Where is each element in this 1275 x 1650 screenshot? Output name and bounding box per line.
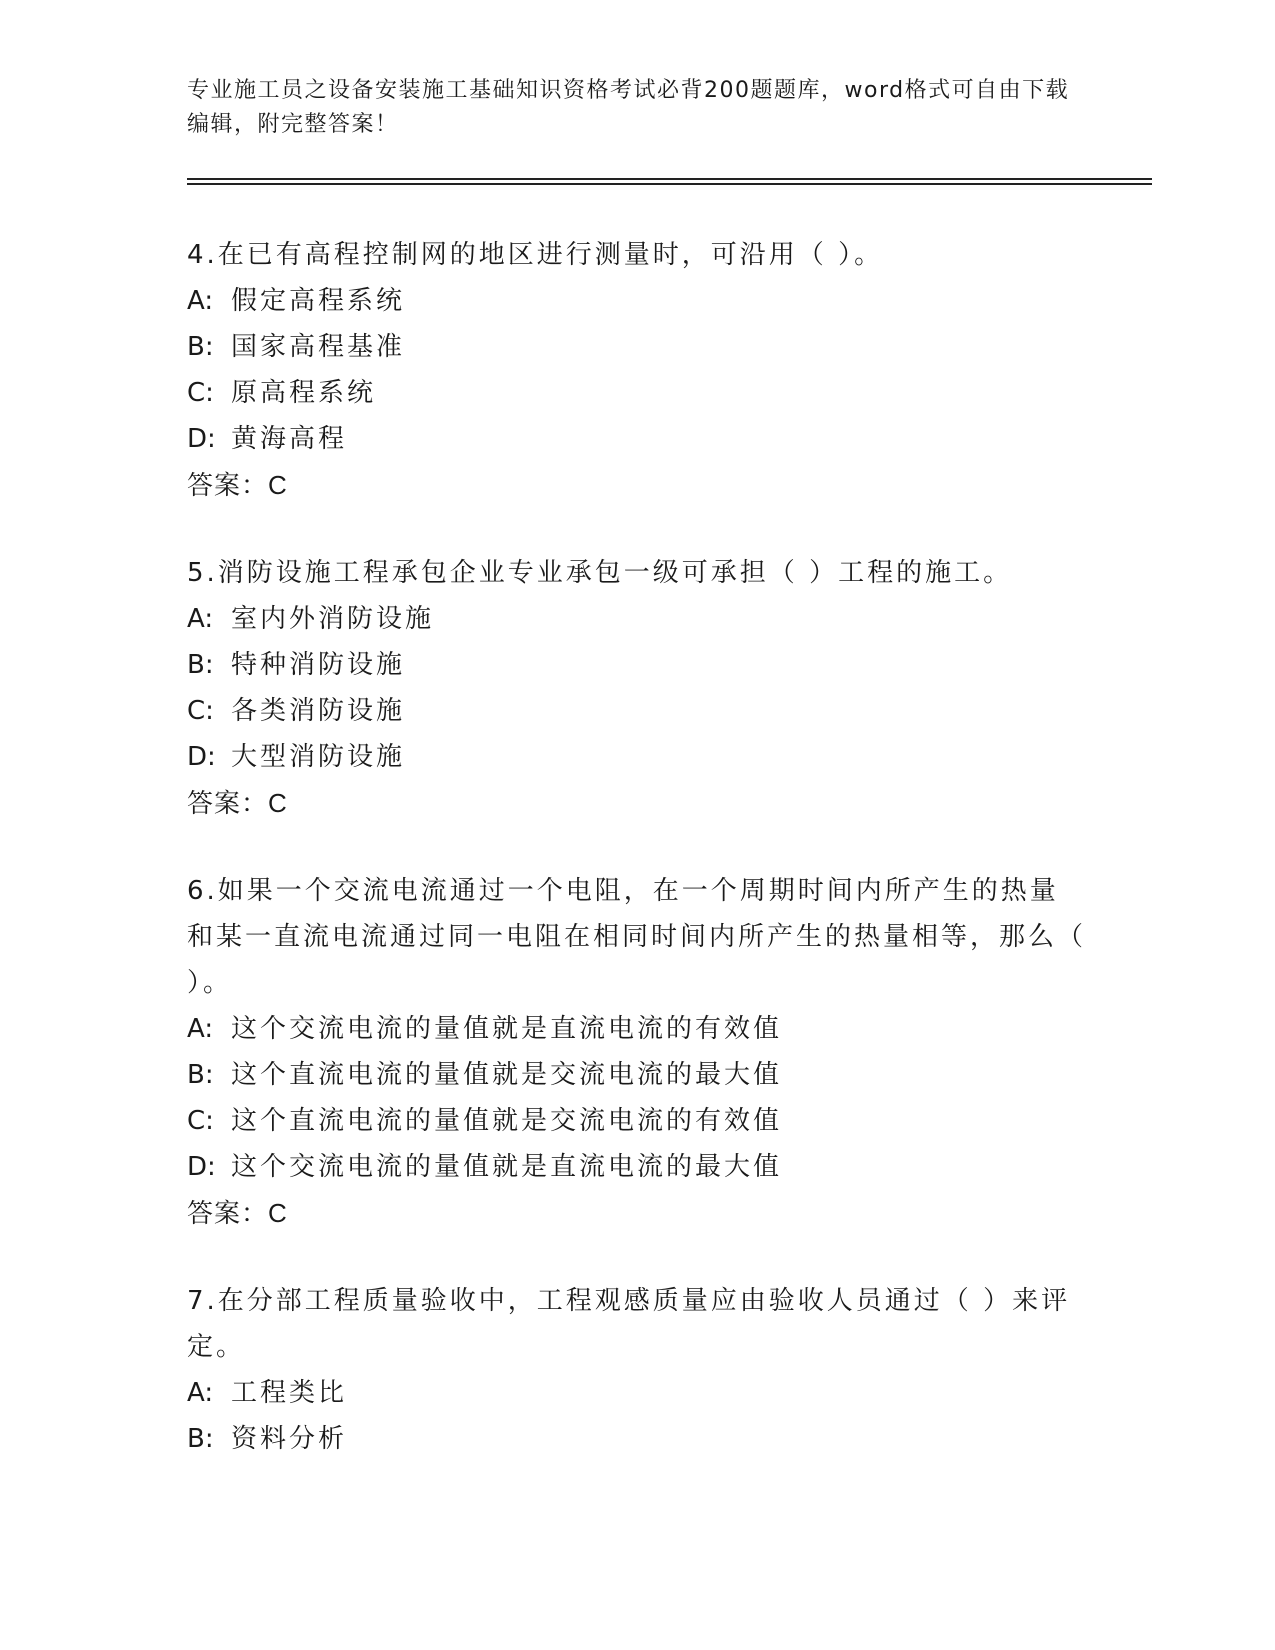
option-d (187, 734, 1087, 780)
option-d (187, 1144, 1087, 1190)
option-a (187, 1370, 1087, 1416)
option-b (187, 1052, 1087, 1098)
question-7 (187, 1278, 1087, 1462)
option-letter: C: (187, 696, 214, 726)
option-d (187, 416, 1087, 462)
option-letter: D: (187, 1152, 216, 1182)
header-divider-bottom (187, 183, 1152, 185)
option-c (187, 1098, 1087, 1144)
option-text: 假定高程系统 (231, 286, 406, 316)
option-text: 大型消防设施 (231, 742, 406, 772)
option-c (187, 370, 1087, 416)
option-letter: A: (187, 1014, 214, 1044)
option-text: 黄海高程 (231, 424, 348, 454)
option-text: 工程类比 (231, 1378, 348, 1408)
question-stem: 7.在分部工程质量验收中，工程观感质量应由验收人员通过（ ）来评定。 (187, 1286, 1071, 1362)
question-stem: 4.在已有高程控制网的地区进行测量时，可沿用（ ）。 (187, 240, 884, 270)
question-list (187, 232, 1087, 1504)
option-letter: B: (187, 1424, 214, 1454)
header-divider-top (187, 178, 1152, 180)
option-text: 资料分析 (231, 1424, 348, 1454)
option-b (187, 1416, 1087, 1462)
option-letter: D: (187, 742, 216, 772)
option-a (187, 596, 1087, 642)
option-text: 国家高程基准 (231, 332, 406, 362)
option-letter: A: (187, 1378, 214, 1408)
option-letter: C: (187, 378, 214, 408)
question-6 (187, 868, 1087, 1236)
option-text: 原高程系统 (231, 378, 377, 408)
option-text: 这个直流电流的量值就是交流电流的有效值 (231, 1106, 783, 1136)
answer-line: 答案：C (187, 470, 288, 500)
option-letter: D: (187, 424, 216, 454)
answer-line: 答案：C (187, 788, 288, 818)
option-text: 这个交流电流的量值就是直流电流的有效值 (231, 1014, 783, 1044)
answer-line: 答案：C (187, 1198, 288, 1228)
option-letter: A: (187, 286, 214, 316)
option-b (187, 642, 1087, 688)
option-text: 特种消防设施 (231, 650, 406, 680)
document-header: 专业施工员之设备安装施工基础知识资格考试必背200题题库，word格式可自由下载编辑，附完整答案！ (187, 78, 1070, 137)
option-letter: C: (187, 1106, 214, 1136)
option-a (187, 1006, 1087, 1052)
question-5 (187, 550, 1087, 826)
option-text: 这个直流电流的量值就是交流电流的最大值 (231, 1060, 783, 1090)
option-a (187, 278, 1087, 324)
question-4 (187, 232, 1087, 508)
question-stem: 5.消防设施工程承包企业专业承包一级可承担（ ）工程的施工。 (187, 558, 1013, 588)
option-text: 这个交流电流的量值就是直流电流的最大值 (231, 1152, 783, 1182)
option-letter: B: (187, 332, 214, 362)
option-text: 室内外消防设施 (231, 604, 435, 634)
option-b (187, 324, 1087, 370)
question-stem: 6.如果一个交流电流通过一个电阻，在一个周期时间内所产生的热量和某一直流电流通过同一电阻在相同时间内所产生的热量相等，那么（ ）。 (187, 876, 1087, 998)
option-letter: B: (187, 650, 214, 680)
option-letter: B: (187, 1060, 214, 1090)
option-text: 各类消防设施 (231, 696, 406, 726)
option-c (187, 688, 1087, 734)
option-letter: A: (187, 604, 214, 634)
